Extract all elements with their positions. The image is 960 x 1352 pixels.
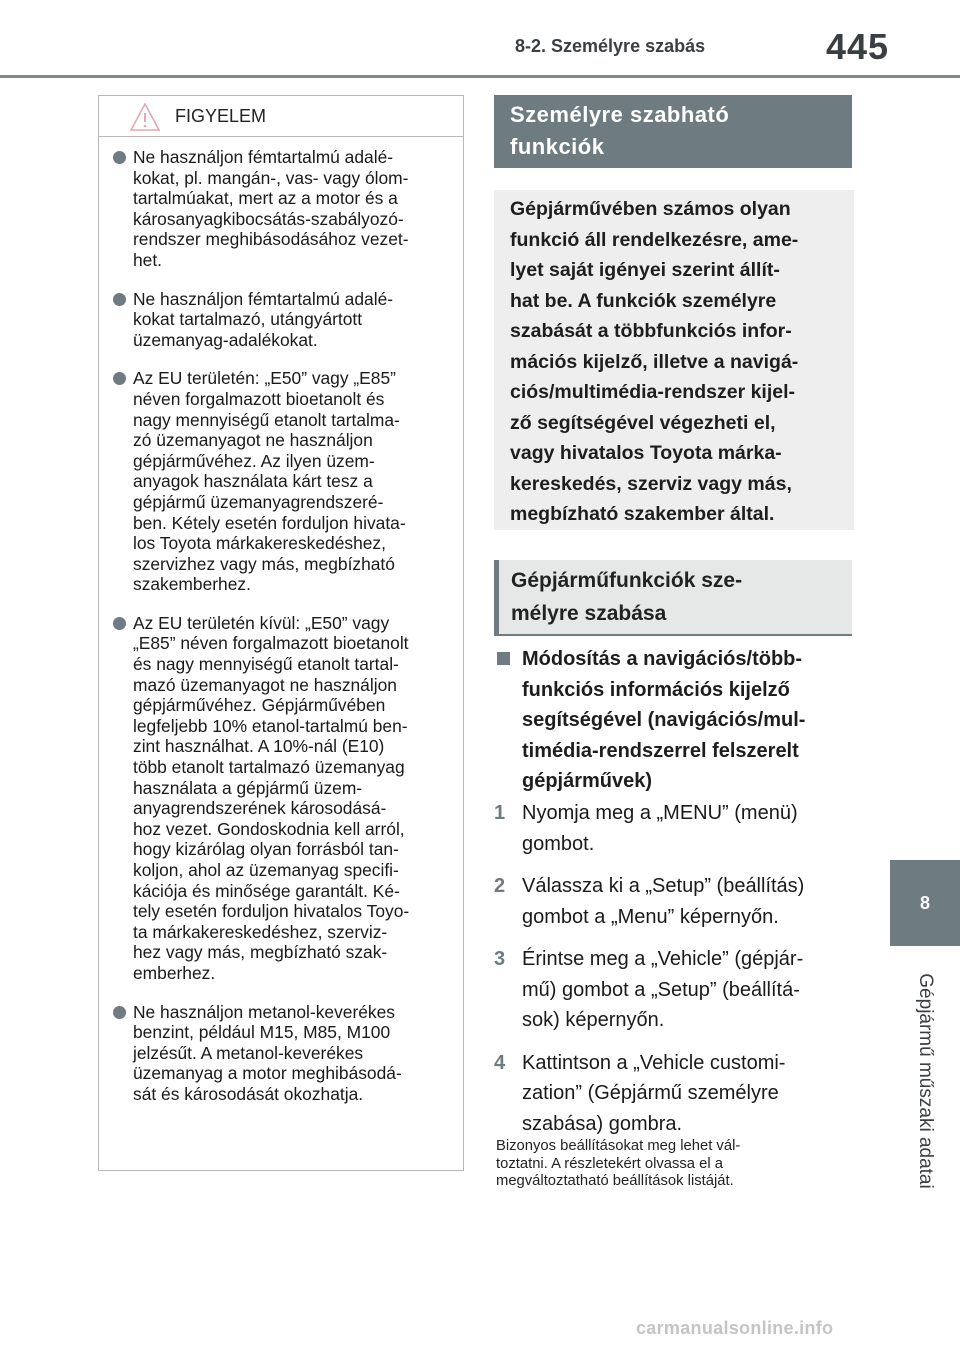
chapter-number: 8 xyxy=(919,892,930,913)
warning-header xyxy=(99,96,463,137)
section-header-title: 8-2. Személyre szabás xyxy=(515,36,706,56)
step-item xyxy=(494,798,854,859)
warning-box xyxy=(98,95,464,1171)
step-number: 2 xyxy=(494,875,506,897)
procedure-heading: Módosítás a navigációs/több- funkciós információs kijelző segítségével (navigációs/mul- timédia-rendszerrel felszerelt gépjárművek) xyxy=(522,648,806,792)
step-text: Érintse meg a „Vehicle” (gépjár- mű) gombot a „Setup” (beállítá- sok) képernyőn. xyxy=(522,948,804,1031)
step-item xyxy=(494,1048,854,1140)
intro-box xyxy=(494,190,854,530)
warning-title: FIGYELEM xyxy=(175,106,267,126)
chapter-tab-title xyxy=(890,946,960,1216)
step-list xyxy=(494,798,854,1151)
chapter-title: Gépjármű műszaki adatai xyxy=(915,973,936,1189)
intro-text: Gépjárművében számos olyan funkció áll rendelkezésre, ame- lyet saját igényei szerint állít- hat be. A funkciók személyre szabását a többfunkciós infor- mációs kijelző, illetve a navigá- ciós/multimédia-rendszer kijel- ző segítségével végezheti el, vagy hivatalos Toyota márka- kereskedés, szerviz vagy más, megbízható szakember által. xyxy=(510,198,799,525)
section-title-bar xyxy=(494,95,852,168)
heading-square-icon xyxy=(497,652,510,665)
subsection-title: Gépjárműfunkciók sze- mélyre szabása xyxy=(511,569,743,625)
warning-item: Az EU területén: „E50” vagy „E85” néven forgalmazott bioetanolt és nagy mennyiségű etanolt tartalma- zó üzemanyagot ne használjon gépjárművéhez. Az ilyen üzem- anyagok használata kárt tesz a gépjármű üzemanyagrendszeré- ben. Kétely esetén forduljon hivata- los Toyota márkakereskedéshez, szervizhez vagy más, megbízható szakemberhez. xyxy=(117,368,449,595)
watermark: carmanualsonline.info xyxy=(636,1318,834,1338)
note-text: Bizonyos beállításokat meg lehet vál- toztatni. A részletekért olvassa el a megváltoztatható beállítások listáját. xyxy=(496,1138,741,1189)
warning-item: Ne használjon fémtartalmú adalé- kokat tartalmazó, utángyártott üzemanyag-adalékokat. xyxy=(117,289,449,351)
section-title: Személyre szabható funkciók xyxy=(510,102,730,159)
page-number: 445 xyxy=(826,26,890,67)
warning-item: Ne használjon metanol-keverékes benzint, például M15, M85, M100 jelzésűt. A metanol-keverékes üzemanyag a motor meghibásodá- sát és károsodását okozhatja. xyxy=(117,1002,449,1105)
step-number: 3 xyxy=(494,948,506,970)
bullet-icon xyxy=(113,372,126,385)
step-text: Válassza ki a „Setup” (beállítás) gombot a „Menu” képernyőn. xyxy=(522,875,805,928)
step-item xyxy=(494,871,854,932)
chapter-tab-number xyxy=(890,860,960,946)
step-number: 1 xyxy=(494,802,506,824)
warning-item: Az EU területén kívül: „E50” vagy „E85” néven forgalmazott bioetanolt és nagy mennyiségű etanolt tartal- mazó üzemanyagot ne használjon gépjárművéhez. Gépjárművében legfeljebb 10% etanol-tartalmú ben- zint használhat. A 10%-nál (E10) több etanolt tartalmazó üzemanyag használata a gépjármű üzem- anyagrendszerének károsodásá- hoz vezet. Gondoskodnia kell arról, hogy kizárólag olyan forrásból tan- koljon, ahol az üzemanyag specifi- kációja és minősége garantált. Ké- tely esetén forduljon hivatalos Toyo- ta márkakereskedéshez, szerviz- hez vagy más, megbízható szak- emberhez. xyxy=(117,613,449,984)
warning-triangle-icon xyxy=(129,102,161,132)
step-item xyxy=(494,944,854,1036)
warning-list xyxy=(99,137,463,1105)
step-number: 4 xyxy=(494,1051,506,1074)
subsection-title-bar xyxy=(494,560,852,636)
bullet-icon xyxy=(113,1006,126,1019)
warning-item: Ne használjon fémtartalmú adalé- kokat, pl. mangán-, vas- vagy ólom- tartalmúakat, mert az a motor és a károsanyagkibocsátás-szabályozó- rendszer meghibásodásához vezet- het. xyxy=(117,147,449,271)
step-text: Kattintson a „Vehicle customi- zation” (Gépjármű személyre szabása) gombra. xyxy=(522,1051,786,1135)
bullet-icon xyxy=(113,293,126,306)
step-text: Nyomja meg a „MENU” (menü) gombot. xyxy=(522,802,798,855)
header-divider xyxy=(0,75,960,78)
bullet-icon xyxy=(113,151,126,164)
bullet-icon xyxy=(113,617,126,630)
